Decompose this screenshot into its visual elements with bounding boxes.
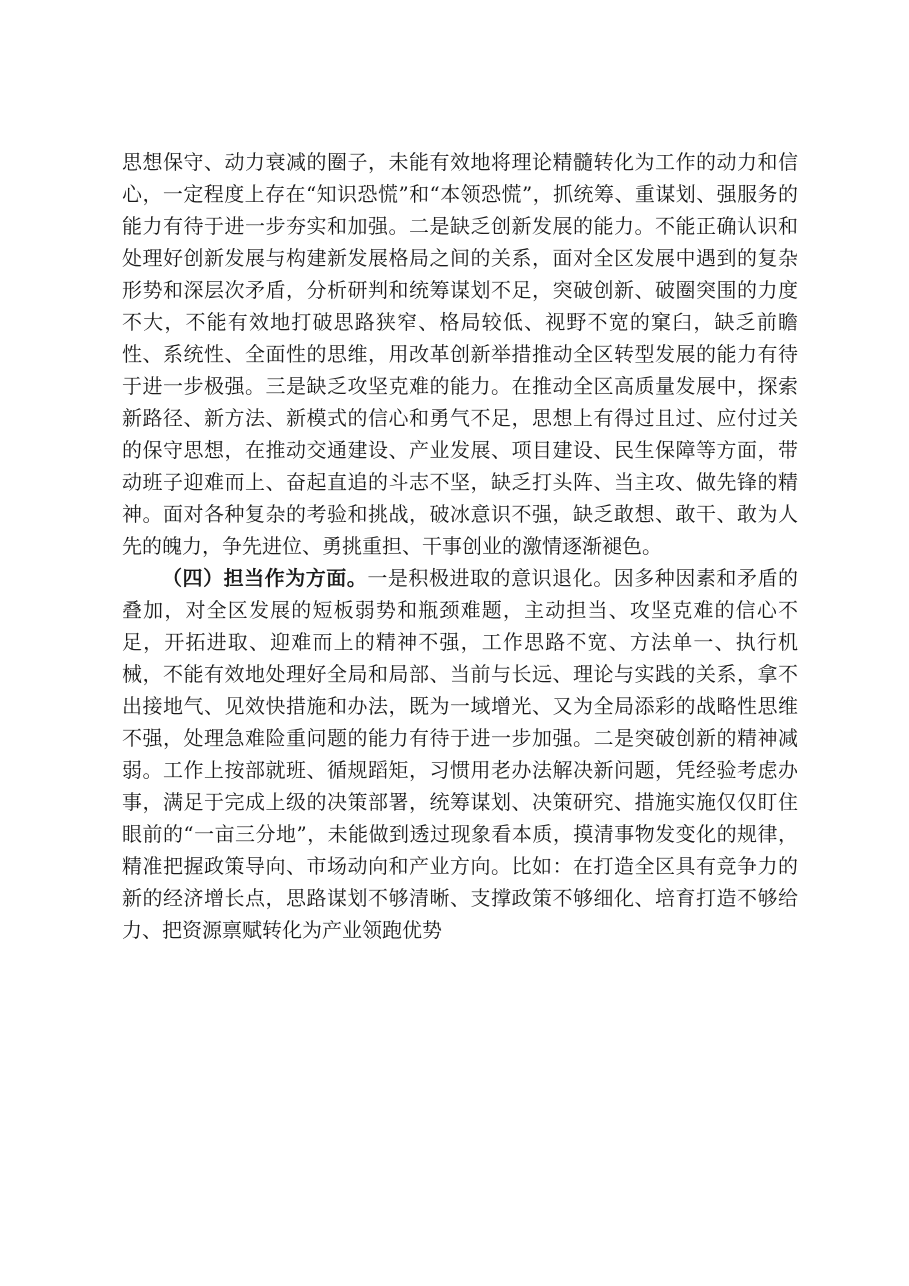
paragraph-continued: [122, 146, 798, 562]
paragraph-text: 思想保守、动力衰减的圈子，未能有效地将理论精髓转化为工作的动力和信心，一定程度上存在“知识恐慌”和“本领恐慌”，抓统筹、重谋划、强服务的能力有待于进一步夯实和加强。二是缺乏创新发展的能力。不能正确认识和处理好创新发展与构建新发展格局之间的关系，面对全区发展中遇到的复杂形势和深层次矛盾，分析研判和统筹谋划不足，突破创新、破圈突围的力度不大，不能有效地打破思路狭窄、格局较低、视野不宽的窠臼，缺乏前瞻性、系统性、全面性的思维，用改革创新举措推动全区转型发展的能力有待于进一步极强。三是缺乏攻坚克难的能力。在推动全区高质量发展中，探索新路径、新方法、新模式的信心和勇气不足，思想上有得过且过、应付过关的保守思想，在推动交通建设、产业发展、项目建设、民生保障等方面，带动班子迎难而上、奋起直追的斗志不坚，缺乏打头阵、当主攻、做先锋的精神。面对各种复杂的考验和挑战，破冰意识不强，缺乏敢想、敢干、敢为人先的魄力，争先进位、勇挑重担、干事创业的激情逐渐褪色。: [122, 150, 798, 558]
document-body: [122, 146, 798, 946]
paragraph-section-four: [122, 562, 798, 946]
paragraph-text: 一是积极进取的意识退化。因多种因素和矛盾的叠加，对全区发展的短板弱势和瓶颈难题，主动担当、攻坚克难的信心不足，开拓进取、迎难而上的精神不强，工作思路不宽、方法单一、执行机械，不能有效地处理好全局和局部、当前与长远、理论与实践的关系，拿不出接地气、见效快措施和办法，既为一域增光、又为全局添彩的战略性思维不强，处理急难险重问题的能力有待于进一步加强。二是突破创新的精神减弱。工作上按部就班、循规蹈矩，习惯用老办法解决新问题，凭经验考虑办事，满足于完成上级的决策部署，统筹谋划、决策研究、措施实施仅仅盯住眼前的“一亩三分地”，未能做到透过现象看本质，摸清事物发变化的规律，精准把握政策导向、市场动向和产业方向。比如：在打造全区具有竞争力的新的经济增长点，思路谋划不够清晰、支撑政策不够细化、培育打造不够给力、把资源禀赋转化为产业领跑优势: [122, 566, 799, 942]
section-heading: （四）担当作为方面。: [162, 566, 368, 590]
